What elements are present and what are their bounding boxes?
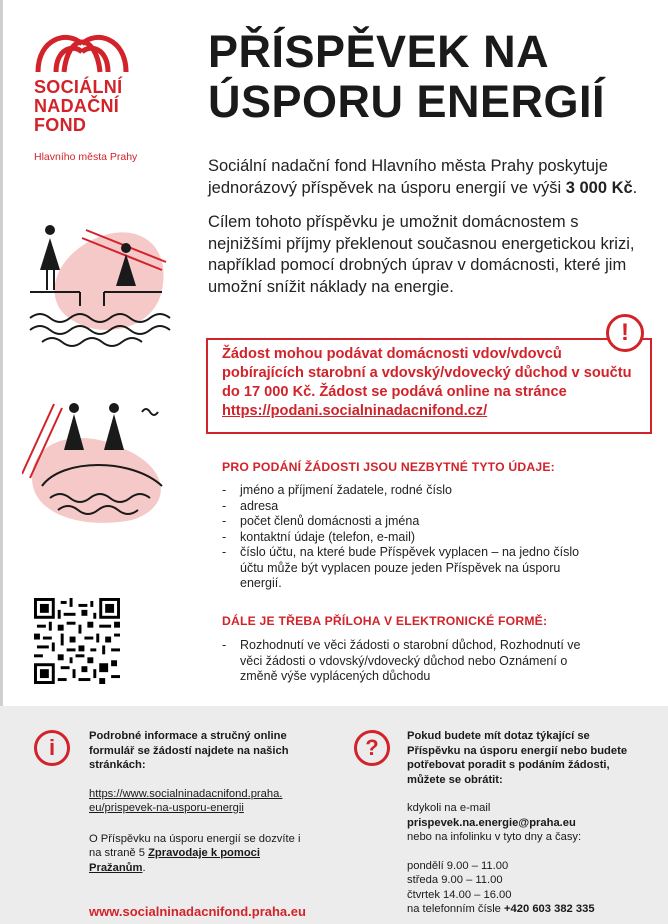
alert-icon: ! — [606, 314, 644, 352]
couple-bridge-illustration-icon — [22, 398, 182, 528]
couple-ladder-illustration-icon — [22, 210, 182, 350]
newsletter-link[interactable]: Zpravodaje k pomoci Pražanům — [89, 847, 260, 874]
hours-list — [407, 859, 633, 903]
list-item: - číslo účtu, na které bude Příspěvek vyplacen – na jedno číslo účtu může být vyplacen pouze jeden Příspěvek na úsporu energií. — [222, 545, 582, 592]
list-item: - jméno a příjmení žadatele, rodné číslo — [222, 483, 582, 499]
hours-item: středa 9.00 – 11.00 — [407, 874, 503, 886]
footer-left-text — [89, 729, 313, 875]
info-icon: i — [34, 730, 70, 766]
list-item: - Rozhodnutí ve věci žádosti o starobní důchod, Rozhodnutí ve věci žádosti o vdovský/vdovecký důchod nebo Oznámení o změně výše vyplácených důchodu — [222, 638, 582, 685]
hours-item: čtvrtek 14.00 – 16.00 — [407, 888, 512, 901]
list-item: - počet členů domácnosti a jména — [222, 514, 582, 530]
application-link[interactable]: https://podani.socialninadacnifond.cz/ — [222, 403, 488, 419]
intro-paragraph-1: Sociální nadační fond Hlavního města Prahy poskytuje jednorázový příspěvek na úsporu energií ve výši 3 000 Kč. — [208, 157, 638, 197]
contact-email[interactable]: prispevek.na.energie@praha.eu — [407, 816, 576, 829]
program-page-link[interactable]: https://www.socialninadacnifond.praha. eu/prispevek-na-usporu-energii — [89, 787, 283, 814]
logo-subtitle: Hlavního města Prahy — [34, 151, 138, 163]
intro-paragraph-2: Cílem tohoto příspěvku je umožnit domácnostem s nejnižšími příjmy překlenout současnou energetickou krizi, například pomocí drobných úprav v domácnosti, které jim umožní snížit náklady na energie. — [208, 213, 635, 296]
footer-right-intro: Pokud budete mít dotaz týkající se Příspěvku na úsporu energií nebo budete potřebovat poradit s podáním žádosti, můžete se obrátit: — [407, 730, 628, 786]
intro-text — [208, 156, 648, 311]
website-link[interactable]: www.socialninadacnifond.praha.eu — [89, 904, 306, 919]
footer-right-text — [407, 729, 633, 917]
email-label: kdykoli na e-mail — [407, 802, 491, 814]
foundation-logo-icon — [34, 18, 130, 74]
logo-text: SOCIÁLNÍ NADAČNÍ FOND — [34, 77, 123, 135]
page-title: PŘÍSPĚVEK NA ÚSPORU ENERGIÍ — [208, 26, 606, 127]
phone-number[interactable]: +420 603 382 335 — [504, 903, 595, 915]
footer-left-intro: Podrobné informace a stručný online formulář se žádostí najdete na našich stránkách: — [89, 730, 289, 771]
requirements-list — [222, 483, 582, 592]
notice-text: Žádost mohou podávat domácnosti vdov/vdovců pobírajících starobní a vdovský/vdovecký důchod v součtu do 17 000 Kč. Žádost se podává online na stránce https://podani.socialninadacnifond.cz/ — [222, 346, 632, 419]
qr-code-icon — [34, 598, 120, 684]
attachment-heading: DÁLE JE TŘEBA PŘÍLOHA V ELEKTRONICKÉ FORMĚ: — [222, 614, 548, 628]
attachment-list — [222, 638, 582, 685]
newsletter-note: O Příspěvku na úsporu energií se dozvíte i na straně 5 Zpravodaje k pomoci Pražanům. — [89, 832, 301, 874]
hours-item: pondělí 9.00 – 11.00 — [407, 859, 509, 872]
list-item: - adresa — [222, 499, 582, 515]
requirements-heading: PRO PODÁNÍ ŽÁDOSTI JSOU NEZBYTNÉ TYTO ÚDAJE: — [222, 460, 555, 474]
list-item: - kontaktní údaje (telefon, e-mail) — [222, 530, 582, 546]
phone-label: nebo na infolinku v tyto dny a časy: — [407, 831, 582, 843]
question-icon: ? — [354, 730, 390, 766]
phone-line: na telefonním čísle +420 603 382 335 — [407, 903, 595, 915]
